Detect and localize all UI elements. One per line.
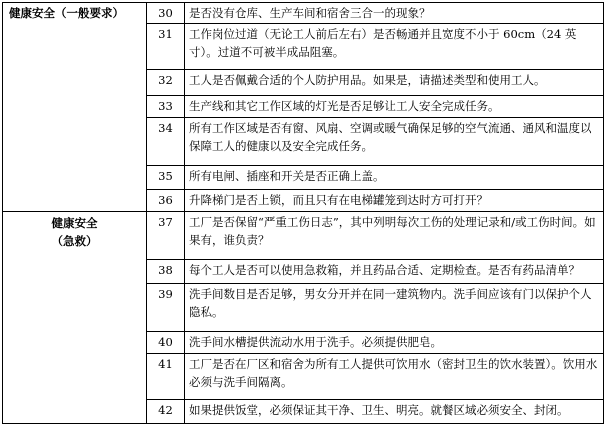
item-number: 32 bbox=[147, 70, 185, 96]
section-title-line2: （急救） bbox=[51, 234, 98, 248]
item-number: 38 bbox=[147, 260, 185, 284]
item-number: 36 bbox=[147, 190, 185, 212]
item-number: 42 bbox=[147, 400, 185, 424]
item-number: 31 bbox=[147, 24, 185, 70]
audit-checklist-table bbox=[2, 2, 604, 424]
item-number: 33 bbox=[147, 96, 185, 118]
item-number: 35 bbox=[147, 166, 185, 190]
item-text: 洗手间数目是否足够，男女分开并在同一建筑物内。洗手间应该有门以保护个人隐私。 bbox=[185, 284, 604, 332]
item-text: 升降梯门是否上锁，而且只有在电梯罐笼到达时方可打开？ bbox=[185, 190, 604, 212]
item-text: 所有工作区域是否有窗、风扇、空调或暖气确保足够的空气流通、通风和温度以保障工人的健康以及安全完成任务。 bbox=[185, 118, 604, 166]
item-text: 工厂是否保留“严重工伤日志”，其中列明每次工伤的处理记录和/或工伤时间。如果有，谁负责？ bbox=[185, 212, 604, 260]
item-number: 34 bbox=[147, 118, 185, 166]
table-row bbox=[3, 212, 604, 260]
section-title-line1: 健康安全 bbox=[51, 216, 98, 230]
item-number: 40 bbox=[147, 332, 185, 354]
section-title-text: 健康安全（一般要求） bbox=[9, 6, 124, 20]
table-row bbox=[3, 3, 604, 24]
item-text: 每个工人是否可以使用急救箱，并且药品合适、定期检查。是否有药品清单？ bbox=[185, 260, 604, 284]
item-text: 洗手间水槽提供流动水用于洗手。必须提供肥皂。 bbox=[185, 332, 604, 354]
item-text: 如果提供饭堂，必须保证其干净、卫生、明亮。就餐区域必须安全、封闭。 bbox=[185, 400, 604, 424]
item-text: 所有电闸、插座和开关是否正确上盖。 bbox=[185, 166, 604, 190]
item-number: 37 bbox=[147, 212, 185, 260]
section-title-first-aid bbox=[3, 212, 147, 424]
section-title-general bbox=[3, 3, 147, 212]
item-number: 41 bbox=[147, 354, 185, 400]
item-text: 是否没有仓库、生产车间和宿舍三合一的现象？ bbox=[185, 3, 604, 24]
item-text: 工人是否佩戴合适的个人防护用品。如果是，请描述类型和使用工人。 bbox=[185, 70, 604, 96]
item-text: 生产线和其它工作区域的灯光是否足够让工人安全完成任务。 bbox=[185, 96, 604, 118]
item-number: 30 bbox=[147, 3, 185, 24]
item-number: 39 bbox=[147, 284, 185, 332]
item-text: 工厂是否在厂区和宿舍为所有工人提供可饮用水（密封卫生的饮水装置）。饮用水必须与洗手间隔离。 bbox=[185, 354, 604, 400]
item-text: 工作岗位过道（无论工人前后左右）是否畅通并且宽度不小于 60cm（24 英寸）。过道不可被半成品阻塞。 bbox=[185, 24, 604, 70]
